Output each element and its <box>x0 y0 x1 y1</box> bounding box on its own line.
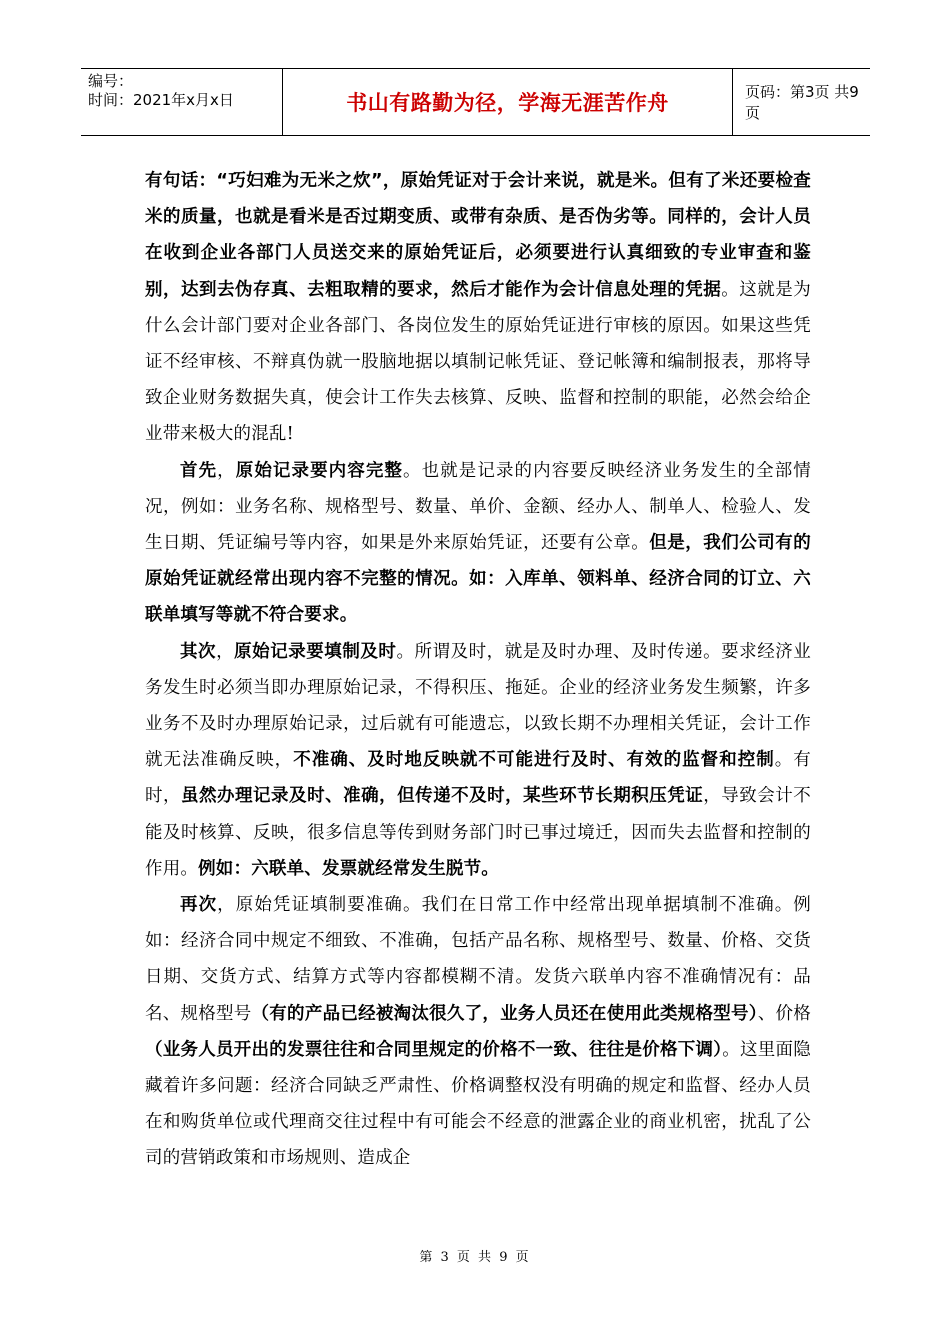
header-meta <box>81 69 283 135</box>
paragraph-4-text: ，原始凭证填制要准确。我们在日常工作中经常出现单据填制不准确。例如：经济合同中规定不细致、不准确，包括产品名称、规格型号、数量、价格、交货日期、交货方式、结算方式等内容都模糊不清。发货六联单内容不准确情况有：品名、规格型号 <box>145 895 811 1024</box>
header-page-info: 页码：第3页 共9页 <box>745 83 859 122</box>
paragraph-1-text: 。这就是为什么会计部门要对企业各部门、各岗位发生的原始凭证进行审核的原因。如果这些凭证不经审核、不辩真伪就一股脑地据以填制记帐凭证、登记帐簿和编制报表，那将导致企业财务数据失真，使会计工作失去核算、反映、监督和控制的职能，必然会给企业带来极大的混乱! <box>145 279 811 445</box>
paragraph-4: 再次，原始凭证填制要准确。我们在日常工作中经常出现单据填制不准确。例如：经济合同中规定不细致、不准确，包括产品名称、规格型号、数量、价格、交货日期、交货方式、结算方式等内容都模糊不清。发货六联单内容不准确情况有：品名、规格型号（有的产品已经被淘汰很久了，业务人员还在使用此类规格型号）、价格（业务人员开出的发票往往和合同里规定的价格不一致、往往是价格下调）。这里面隐藏着许多问题：经济合同缺乏严肃性、价格调整权没有明确的规定和监督、经办人员在和购货单位或代理商交往过程中有可能会不经意的泄露企业的商业机密，扰乱了公司的营销政策和市场规则、造成企 <box>145 895 811 1169</box>
paragraph-1-bold: 有句话：“巧妇难为无米之炊”，原始凭证对于会计来说，就是米。但有了米还要检查米的质量，也就是看米是否过期变质、或带有杂质、是否伪劣等。同样的，会计人员在收到企业各部门人员送交来的原始凭证后，必须要进行认真细致的专业审查和鉴别，达到去伪存真、去粗取精的要求，然后才能作为会计信息处理的凭据 <box>145 171 811 300</box>
paragraph-4-lead: 再次 <box>180 895 218 916</box>
paragraph-2-heading: 原始记录要内容完整 <box>235 460 404 481</box>
page-footer: 第 3 页 共 9 页 <box>419 1250 531 1265</box>
paragraph-3-bold-2: 虽然办理记录及时、准确，但传递不及时，某些环节长期积压凭证 <box>181 786 704 807</box>
paragraph-3-heading: 原始记录要填制及时 <box>234 641 397 662</box>
paragraph-3-bold-3: 例如：六联单、发票就经常发生脱节。 <box>198 858 500 879</box>
paragraph-2-text: 。也就是记录的内容要反映经济业务发生的全部情况，例如：业务名称、规格型号、数量、单价、金额、经办人、制单人、检验人、发生日期、凭证编号等内容，如果是外来原始凭证，还要有公章。 <box>145 460 811 554</box>
paragraph-2-bold-tail: 但是，我们公司有的原始凭证就经常出现内容不完整的情况。如：入库单、领料单、经济合同的订立、六联单填写等就不符合要求。 <box>145 533 811 626</box>
paragraph-2: 首先，原始记录要内容完整。也就是记录的内容要反映经济业务发生的全部情况，例如：业务名称、规格型号、数量、单价、金额、经办人、制单人、检验人、发生日期、凭证编号等内容，如果是外来原始凭证，还要有公章。但是，我们公司有的原始凭证就经常出现内容不完整的情况。如：入库单、领料单、经济合同的订立、六联单填写等就不符合要求。 <box>145 460 811 626</box>
number-label: 编号： <box>88 72 134 90</box>
paragraph-3-lead: 其次 <box>180 641 217 662</box>
paragraph-2-lead: 首先 <box>180 460 218 481</box>
document-body <box>145 163 811 1177</box>
paragraph-3: 其次，原始记录要填制及时。所谓及时，就是及时办理、及时传递。要求经济业务发生时必须当即办理原始记录，不得积压、拖延。企业的经济业务发生频繁，许多业务不及时办理原始记录，过后就有可能遗忘，以致长期不办理相关凭证，会计工作就无法准确反映，不准确、及时地反映就不可能进行及时、有效的监督和控制。有时，虽然办理记录及时、准确，但传递不及时，某些环节长期积压凭证，导致会计不能及时核算、反映，很多信息等传到财务部门时已事过境迁，因而失去监督和控制的作用。例如：六联单、发票就经常发生脱节。 <box>145 641 811 879</box>
page-header <box>81 68 870 136</box>
paragraph-4-bold-2: （业务人员开出的发票往往和合同里规定的价格不一致、往往是价格下调） <box>145 1039 723 1060</box>
paragraph-3-text: 。所谓及时，就是及时办理、及时传递。要求经济业务发生时必须当即办理原始记录，不得积压、拖延。企业的经济业务发生频繁，许多业务不及时办理原始记录，过后就有可能遗忘，以致长期不办理相关凭证，会计工作就无法准确反映， <box>145 641 811 771</box>
paragraph-1 <box>145 163 811 453</box>
paragraph-4-bold-1: （有的产品已经被淘汰很久了，业务人员还在使用此类规格型号） <box>251 1003 758 1024</box>
paragraph-3-bold-1: 不准确、及时地反映就不可能进行及时、有效的监督和控制 <box>293 750 775 771</box>
time-label: 时间：2021年x月x日 <box>88 91 234 109</box>
header-motto: 书山有路勤为径，学海无涯苦作舟 <box>283 69 733 135</box>
paragraph-4-tail: 。这里面隐藏着许多问题：经济合同缺乏严肃性、价格调整权没有明确的规定和监督、经办人员在和购货单位或代理商交往过程中有可能会不经意的泄露企业的商业机密，扰乱了公司的营销政策和市场规则、造成企 <box>145 1039 811 1169</box>
